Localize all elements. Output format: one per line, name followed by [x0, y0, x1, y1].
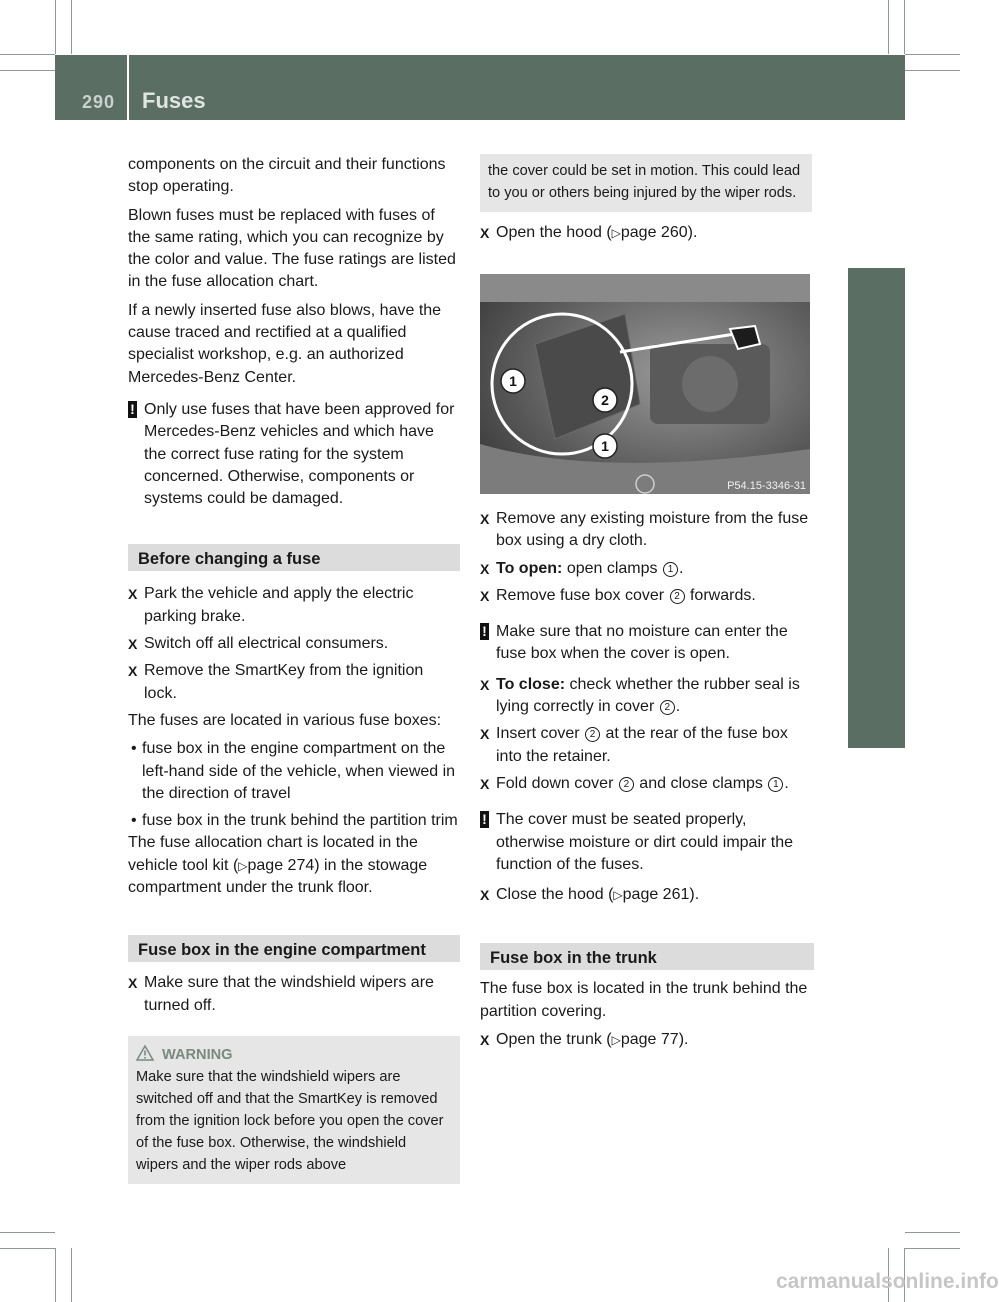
callout-2-ref: 2 — [585, 727, 600, 742]
note-icon: ! — [480, 811, 489, 828]
step-text: Switch off all electrical consumers. — [144, 635, 389, 653]
step-text — [496, 224, 697, 241]
step-icon: X — [128, 586, 138, 603]
crop-mark — [905, 1232, 960, 1233]
step — [128, 633, 460, 655]
text-run: . — [678, 559, 684, 577]
text-run: Insert cover — [496, 725, 580, 743]
step-icon: X — [480, 775, 490, 792]
crop-mark — [71, 1248, 72, 1302]
paragraph: The fuse box is located in the trunk behind the partition covering. — [480, 980, 808, 1020]
step — [480, 674, 814, 719]
step-text — [496, 1031, 688, 1048]
engine-photo-illustration — [480, 274, 810, 494]
paragraph — [128, 832, 460, 899]
page-ref-link[interactable]: page 260 — [620, 224, 688, 241]
text-run: and close clamps — [639, 774, 763, 792]
step-icon: X — [480, 225, 490, 241]
warning-box — [128, 1036, 460, 1184]
left-column — [128, 154, 460, 1184]
crop-mark — [905, 1248, 960, 1249]
crop-mark — [55, 1248, 56, 1302]
step — [480, 222, 812, 244]
step — [480, 558, 814, 580]
text-run: at the rear of the fuse box into the retainer. — [496, 725, 788, 765]
keyword: To close: — [496, 675, 566, 693]
step-text: Remove any existing moisture from the fuse box using a dry cloth. — [496, 510, 809, 550]
step-icon: X — [480, 1032, 490, 1049]
right-column-lower — [480, 508, 814, 1056]
step — [480, 585, 814, 607]
text-run: Open the hood ( — [496, 224, 612, 241]
crop-mark — [0, 1232, 55, 1233]
step-text — [496, 560, 683, 577]
text-run: open clamps — [566, 559, 658, 577]
step — [480, 884, 814, 906]
list-item-text: fuse box in the trunk behind the partition trim — [142, 812, 458, 830]
step-icon: X — [480, 726, 490, 743]
note-text: Only use fuses that have been approved for Mercedes-Benz vehicles and which have the correct fuse rating for the system concerned. Otherwise, components or systems could be damaged. — [144, 400, 455, 508]
paragraph: The fuses are located in various fuse boxes: — [128, 711, 442, 729]
step — [480, 723, 814, 768]
callout-2: 2 — [601, 392, 609, 408]
page-ref-link[interactable]: page 77 — [620, 1031, 679, 1049]
keyword: To open: — [496, 559, 563, 577]
step-icon: X — [128, 636, 138, 653]
step-text — [496, 676, 800, 715]
note-text: Make sure that no moisture can enter the fuse box when the cover is open. — [496, 623, 788, 663]
step-text — [496, 775, 789, 792]
step-icon: X — [480, 676, 490, 693]
text-run: ) in the stowage compartment under the trunk floor. — [128, 856, 428, 897]
text-run: Remove fuse box cover — [496, 586, 665, 604]
callout-2-ref: 2 — [670, 589, 685, 604]
text-run: forwards. — [689, 586, 756, 604]
note-icon: ! — [480, 623, 489, 640]
note — [128, 399, 460, 510]
step-text: Make sure that the windshield wipers are turned off. — [144, 974, 434, 1014]
crop-mark — [0, 54, 55, 55]
ref-arrow-icon: ▷ — [613, 888, 623, 903]
crop-mark — [904, 0, 905, 54]
step-icon: X — [128, 663, 138, 680]
text-run: . — [784, 774, 789, 792]
text-run: Close the hood ( — [496, 886, 614, 904]
warning-label: WARNING — [162, 1046, 233, 1063]
page-ref-link[interactable]: page 261 — [622, 886, 690, 904]
step-icon: X — [480, 560, 490, 577]
callout-1: 1 — [509, 373, 517, 389]
crop-mark — [0, 1248, 55, 1249]
text-run: The fuse allocation chart is located in the vehicle tool kit ( — [128, 834, 418, 874]
text-run: ). — [687, 224, 698, 241]
note — [480, 621, 814, 666]
list-item-text: fuse box in the engine compartment on the left-hand side of the vehicle, when viewed in the direction of travel — [142, 740, 456, 802]
step-icon: X — [480, 887, 490, 904]
text-run: Open the trunk ( — [496, 1031, 612, 1049]
paragraph: components on the circuit and their functions stop operating. — [128, 156, 446, 196]
ref-arrow-icon: ▷ — [611, 1033, 621, 1048]
list-item — [128, 738, 460, 805]
text-run: . — [675, 698, 681, 716]
text-run: ). — [689, 886, 700, 904]
header-separator — [127, 55, 129, 120]
crop-mark — [905, 54, 960, 55]
step — [480, 773, 814, 795]
text-run: check whether the rubber seal is lying correctly in cover — [496, 675, 800, 716]
section-heading: Fuse box in the engine compartment — [128, 935, 460, 962]
watermark: carmanualsonline.info — [776, 1270, 999, 1293]
callout-1: 1 — [601, 438, 609, 454]
note-icon: ! — [128, 401, 137, 418]
step-text: Remove the SmartKey from the ignition lock. — [144, 662, 424, 702]
paragraph: Blown fuses must be replaced with fuses of the same rating, which you can recognize by the color and value. The fuse ratings are listed in the fuse allocation chart. — [128, 206, 456, 291]
section-heading: Before changing a fuse — [128, 544, 460, 571]
callout-2-ref: 2 — [660, 700, 675, 715]
warning-text: Make sure that the windshield wipers are switched off and that the SmartKey is removed from the ignition lock before you open the cover of the fuse box. Otherwise, the windshield wipers and the wiper rods above — [136, 1068, 444, 1173]
list-item — [128, 810, 460, 832]
note — [480, 809, 814, 876]
warning-text: the cover could be set in motion. This could lead to you or others being injured by the wiper rods. — [488, 163, 801, 201]
engine-compartment-photo — [480, 274, 810, 494]
step-text — [496, 886, 699, 903]
step-text — [496, 725, 788, 764]
bullet-icon: • — [131, 812, 137, 830]
callout-2-ref: 2 — [619, 777, 634, 792]
step — [128, 972, 460, 1017]
crop-mark — [55, 0, 56, 54]
page-number: 290 — [82, 92, 116, 112]
step-icon: X — [480, 587, 490, 604]
callout-1-ref: 1 — [768, 777, 783, 792]
page-ref-link[interactable]: page 274 — [247, 856, 315, 874]
warning-heading — [136, 1044, 452, 1066]
step — [480, 508, 814, 553]
step — [480, 1029, 814, 1051]
paragraph: If a newly inserted fuse also blows, have the cause traced and rectified at a qualified specialist workshop, e.g. an authorized Mercedes-Benz Center. — [128, 301, 442, 386]
crop-mark — [0, 70, 55, 71]
side-title: Breakdown assistance — [876, 459, 902, 708]
step — [128, 660, 460, 705]
step-text: Park the vehicle and apply the electric parking brake. — [144, 585, 414, 625]
right-column — [480, 154, 812, 249]
callout-1-ref: 1 — [663, 562, 678, 577]
ref-arrow-icon: ▷ — [611, 226, 621, 240]
page-title: Fuses — [142, 88, 206, 113]
bullet-icon: • — [131, 740, 137, 758]
note-text: The cover must be seated properly, otherwise moisture or dirt could impair the function of the fuses. — [496, 811, 794, 873]
crop-mark — [905, 70, 960, 71]
crop-mark — [888, 0, 889, 54]
ref-arrow-icon: ▷ — [238, 858, 248, 873]
text-run: Fold down cover — [496, 774, 614, 792]
step-icon: X — [480, 511, 490, 527]
step-icon: X — [128, 975, 138, 992]
step — [128, 583, 460, 628]
text-run: ). — [678, 1031, 689, 1049]
crop-mark — [71, 0, 72, 54]
step-text — [496, 587, 756, 604]
warning-triangle-icon — [136, 1045, 154, 1061]
section-heading: Fuse box in the trunk — [480, 943, 814, 970]
photo-caption: P54.15-3346-31 — [727, 480, 806, 492]
warning-box-continued — [480, 154, 812, 212]
